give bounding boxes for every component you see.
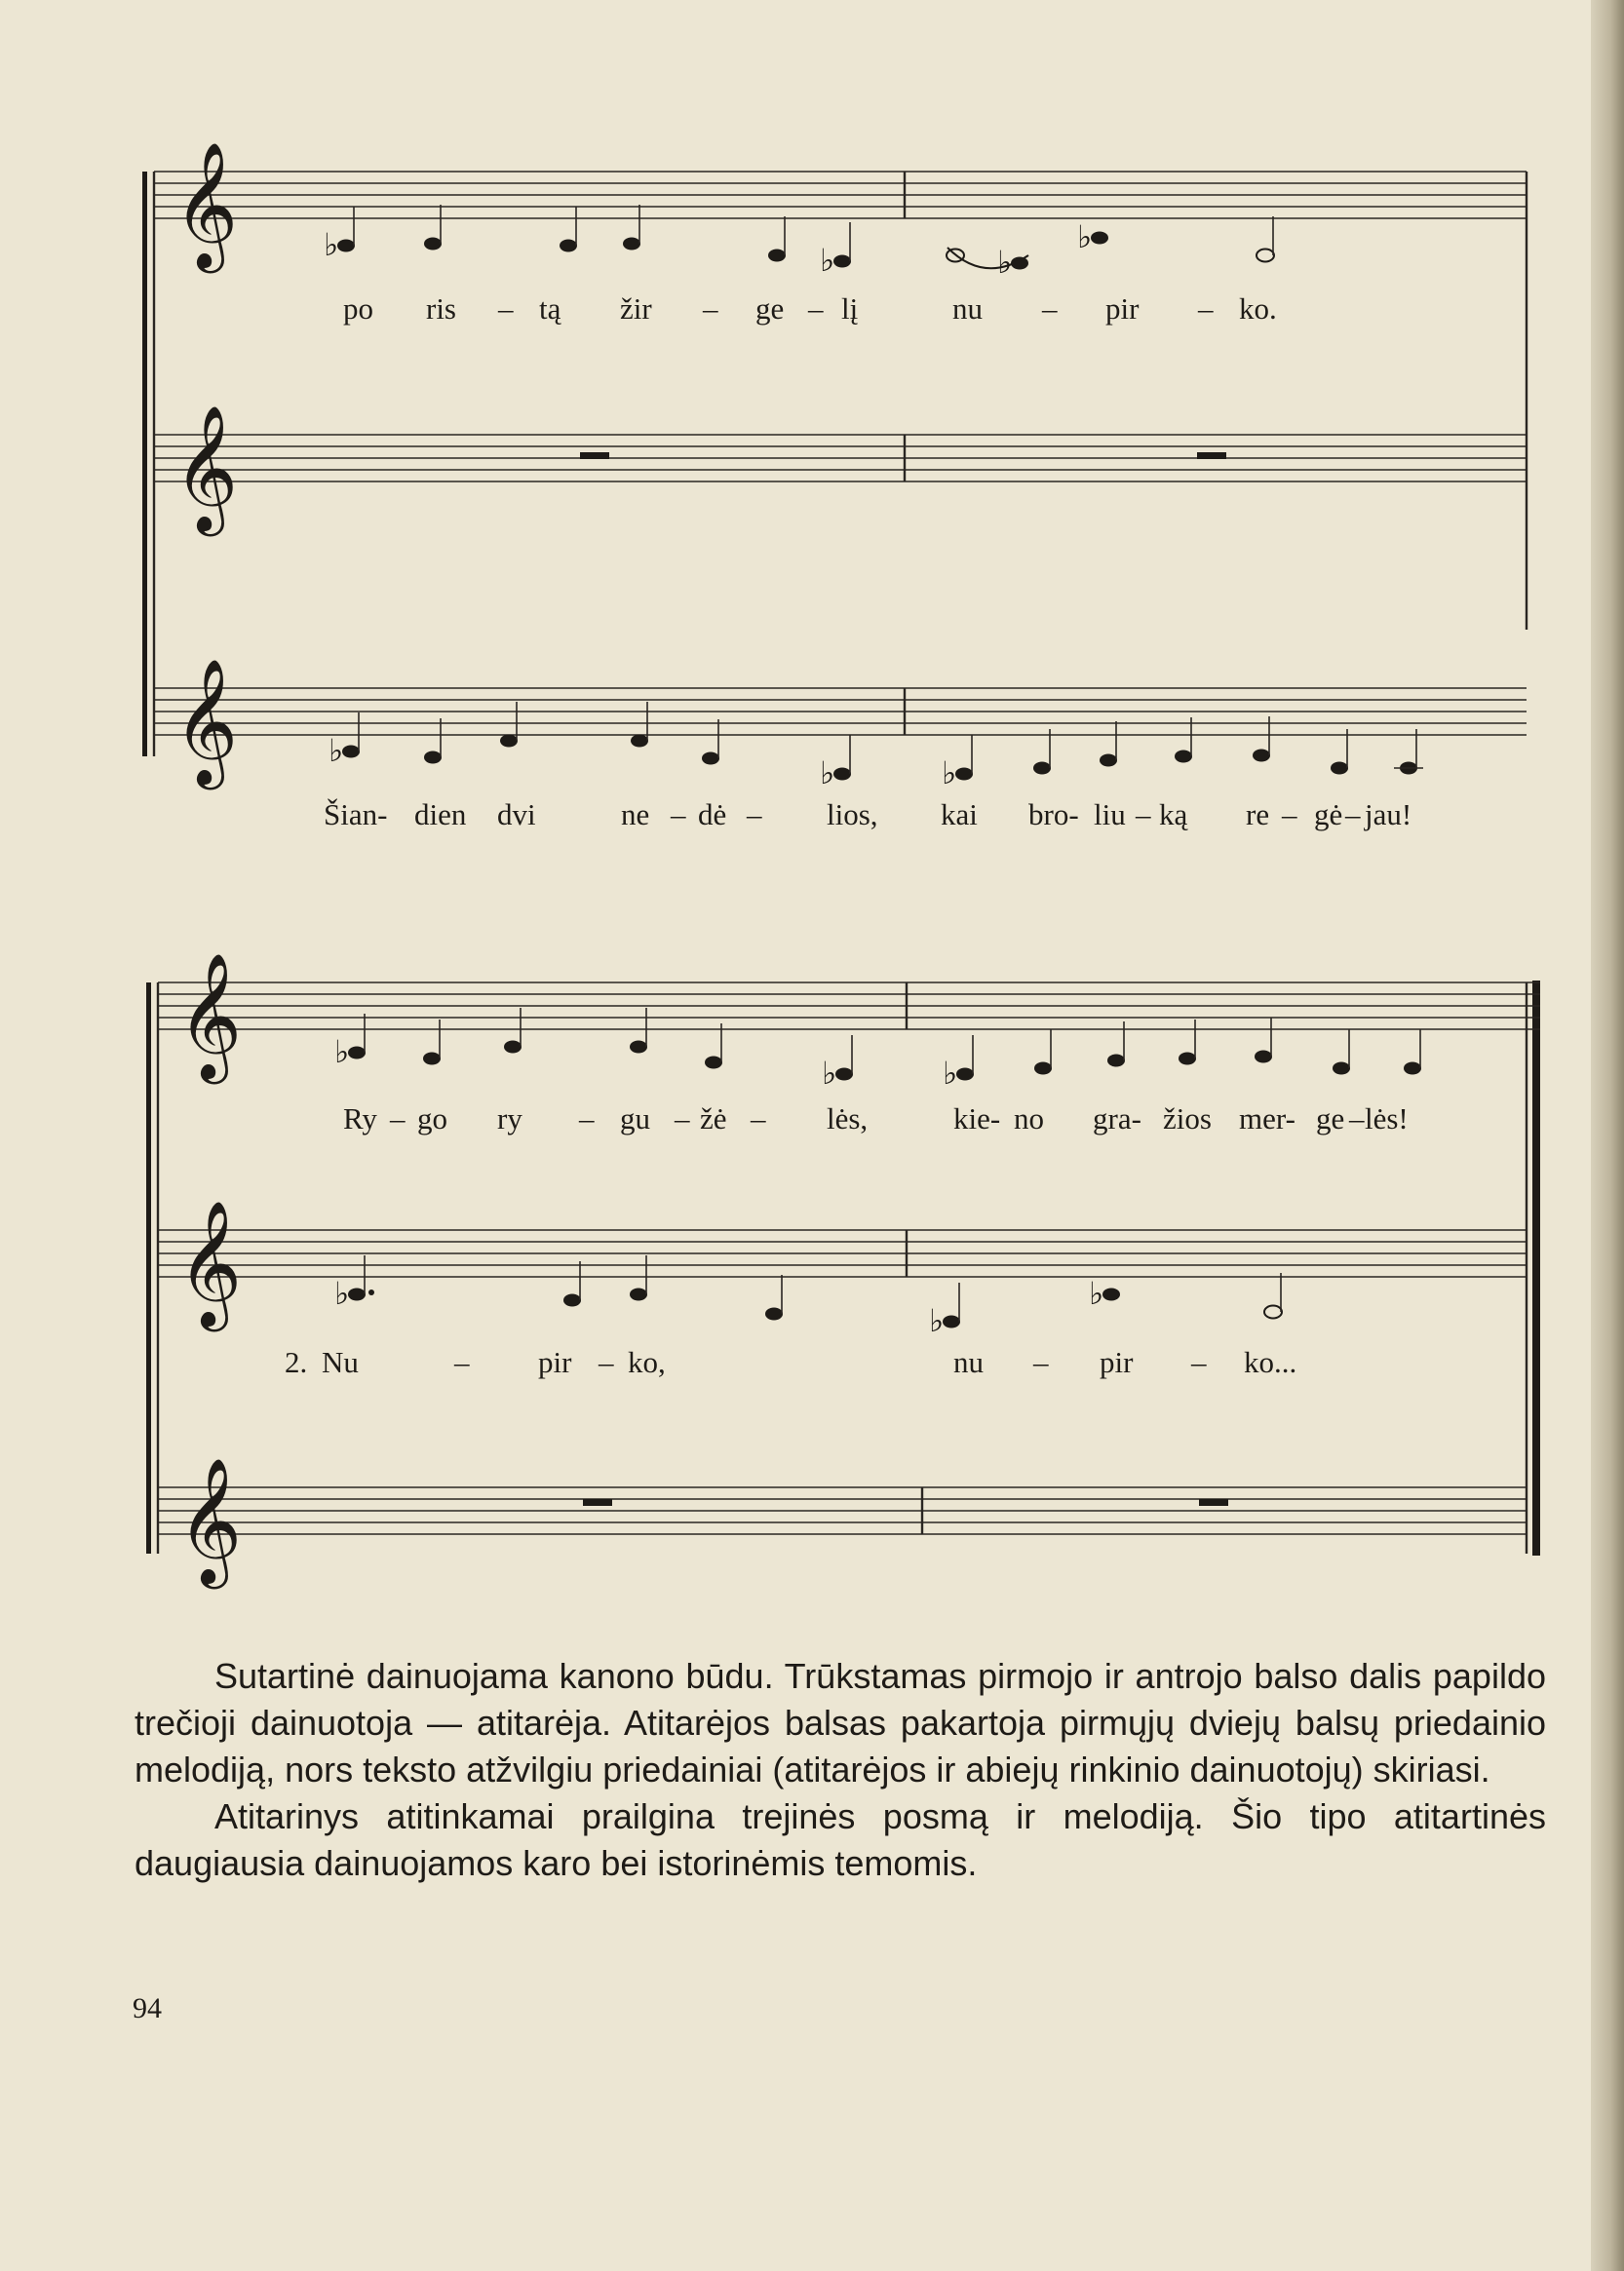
lyric-syllable: mer- [1239, 1101, 1295, 1136]
lyric-syllable: nu [953, 1345, 984, 1379]
note [702, 752, 719, 765]
lyric-syllable: kie- [953, 1101, 1001, 1136]
lyric-syllable: jau! [1365, 797, 1412, 831]
note [943, 1316, 960, 1328]
note [1333, 1062, 1350, 1075]
lyric-syllable: pir [538, 1345, 572, 1379]
note [835, 1068, 853, 1081]
flat-icon: ♭ [997, 244, 1013, 281]
note [1253, 750, 1270, 762]
lyric-syllable: – [1345, 797, 1361, 831]
note [504, 1041, 522, 1054]
lyric-syllable: lės, [827, 1101, 869, 1136]
treble-clef-icon: 𝄞 [174, 404, 239, 531]
lyric-syllable: bro- [1028, 797, 1079, 831]
lyric-syllable: – [579, 1101, 595, 1136]
note [423, 1053, 441, 1065]
note [630, 1041, 647, 1054]
note [833, 768, 851, 781]
lyric-syllable: ką [1159, 797, 1188, 831]
flat-icon: ♭ [943, 1055, 958, 1092]
treble-clef-icon: 𝄞 [177, 952, 243, 1079]
lyrics-2-1 [343, 1101, 1409, 1136]
note [765, 1308, 783, 1321]
note [1175, 751, 1192, 763]
flat-icon: ♭ [820, 754, 835, 791]
lyric-syllable: – [1042, 291, 1058, 326]
lyric-syllable: liu [1094, 797, 1126, 831]
lyric-syllable: gra- [1093, 1101, 1141, 1136]
note [1102, 1289, 1120, 1301]
lyric-syllable: – [1033, 1345, 1049, 1379]
note [623, 238, 640, 250]
lyric-syllable: – [1282, 797, 1297, 831]
note [630, 1289, 647, 1301]
lyric-syllable: – [390, 1101, 406, 1136]
treble-clef-icon: 𝄞 [177, 1457, 243, 1584]
note [560, 240, 577, 252]
lyric-syllable: lį [841, 291, 859, 326]
page-number: 94 [133, 1992, 162, 2024]
system-2 [146, 952, 1540, 1590]
lyric-syllable: lios, [827, 797, 878, 831]
note [1091, 232, 1108, 245]
treble-clef-icon: 𝄞 [174, 141, 239, 268]
lyric-syllable: – [498, 291, 514, 326]
flat-icon: ♭ [1077, 218, 1093, 255]
lyric-syllable: dien [414, 797, 467, 831]
note [631, 735, 648, 748]
whole-rest-icon [1197, 452, 1226, 459]
lyric-syllable: Šian- [324, 797, 388, 831]
lyric-syllable: ko, [628, 1345, 666, 1379]
lyric-syllable: gė [1314, 797, 1343, 831]
note [1107, 1055, 1125, 1067]
note [1255, 1051, 1272, 1063]
flat-icon: ♭ [334, 1033, 350, 1070]
system-2-bracket [146, 982, 151, 1554]
lyric-syllable: žir [620, 291, 652, 326]
note [1404, 1062, 1421, 1075]
lyric-syllable: ris [426, 291, 456, 326]
lyric-syllable: – [1136, 797, 1151, 831]
lyric-syllable: dė [698, 797, 727, 831]
note [1264, 1306, 1282, 1319]
lyric-syllable: gu [620, 1101, 650, 1136]
paragraph-1: Sutartinė dainuojama kanono būdu. Trūkstamas pirmojo ir antrojo balso dalis papildo trečioji dainuotoja — atitarėja. Atitarėjos balsas pakartoja pirmųjų dviejų balsų priedainio melodiją, nors teksto atžvilgiu priedainiai (atitarėjos ir abiejų rinkinio dainuotojų) skiriasi. [135, 1656, 1546, 1790]
flat-icon: ♭ [942, 754, 957, 791]
lyric-syllable: ko. [1239, 291, 1277, 326]
lyric-syllable: po [343, 291, 373, 326]
whole-rest-icon [583, 1499, 612, 1506]
lyric-syllable: – [1198, 291, 1214, 326]
lyric-syllable: tą [539, 291, 561, 326]
lyric-syllable: žios [1163, 1101, 1212, 1136]
flat-icon: ♭ [1089, 1275, 1104, 1312]
note [705, 1057, 722, 1069]
flat-icon: ♭ [822, 1055, 837, 1092]
flat-icon: ♭ [329, 732, 344, 769]
note [342, 746, 360, 758]
staff-1-1 [154, 141, 1527, 281]
lyric-syllable: Nu [322, 1345, 359, 1379]
treble-clef-icon: 𝄞 [174, 658, 239, 785]
whole-rest-icon [580, 452, 609, 459]
lyrics-1-3 [324, 797, 1411, 831]
flat-icon: ♭ [820, 242, 835, 279]
flat-icon: ♭ [929, 1302, 945, 1339]
lyric-syllable: nu [952, 291, 983, 326]
note [768, 250, 786, 262]
lyric-syllable: žė [700, 1101, 727, 1136]
flat-icon: ♭ [334, 1275, 350, 1312]
lyric-syllable: – [808, 291, 824, 326]
note [337, 240, 355, 252]
note [500, 735, 518, 748]
lyric-syllable: – [703, 291, 718, 326]
note [1100, 754, 1117, 767]
lyric-syllable: – [599, 1345, 614, 1379]
whole-rest-icon [1199, 1499, 1228, 1506]
body-text [135, 1653, 1546, 1887]
lyric-syllable: – [1191, 1345, 1207, 1379]
lyrics-2-2 [285, 1345, 1296, 1379]
flat-icon: ♭ [324, 226, 339, 263]
system-1 [142, 141, 1527, 831]
lyric-syllable: ge [1316, 1101, 1345, 1136]
lyric-syllable: Ry [343, 1101, 377, 1136]
staff-1-3 [154, 658, 1527, 791]
system-1-bracket [142, 172, 147, 756]
note [1033, 762, 1051, 775]
note [348, 1047, 366, 1059]
lyric-syllable: ry [497, 1101, 522, 1136]
lyric-syllable: kai [941, 797, 978, 831]
lyric-syllable: ge [755, 291, 785, 326]
staff-2-1 [158, 952, 1540, 1092]
note [348, 1289, 366, 1301]
staff-2-2 [158, 1200, 1527, 1339]
lyric-syllable: – [1349, 1101, 1365, 1136]
lyric-syllable: no [1014, 1101, 1044, 1136]
lyric-syllable: pir [1105, 291, 1140, 326]
treble-clef-icon: 𝄞 [177, 1200, 243, 1327]
lyric-syllable: – [751, 1101, 766, 1136]
note [1331, 762, 1348, 775]
note [833, 255, 851, 268]
lyric-syllable: – [454, 1345, 470, 1379]
note [1179, 1053, 1196, 1065]
lyric-syllable: 2. [285, 1345, 308, 1379]
lyric-syllable: – [675, 1101, 690, 1136]
lyric-syllable: go [417, 1101, 447, 1136]
final-barline-thick [1532, 981, 1540, 1556]
note [955, 768, 973, 781]
lyrics-1-1 [343, 291, 1277, 326]
staff-1-2 [154, 404, 1527, 537]
note [424, 751, 442, 764]
lyric-syllable: – [747, 797, 762, 831]
note [956, 1068, 974, 1081]
dot [368, 1289, 374, 1295]
lyric-syllable: pir [1100, 1345, 1134, 1379]
lyric-syllable: ko... [1244, 1345, 1297, 1379]
lyric-syllable: dvi [497, 797, 536, 831]
staff-2-3 [158, 1457, 1527, 1590]
lyric-syllable: ne [621, 797, 650, 831]
paragraph-2: Atitarinys atitinkamai prailgina trejinės posmą ir melodiją. Šio tipo atitartinės daugiausia dainuojamos karo bei istorinėmis temomis. [135, 1796, 1546, 1883]
note [424, 238, 442, 250]
note [563, 1294, 581, 1307]
note [1034, 1062, 1052, 1075]
lyric-syllable: – [671, 797, 686, 831]
lyric-syllable: re [1246, 797, 1270, 831]
note [1257, 250, 1274, 262]
lyric-syllable: lės! [1365, 1101, 1409, 1136]
